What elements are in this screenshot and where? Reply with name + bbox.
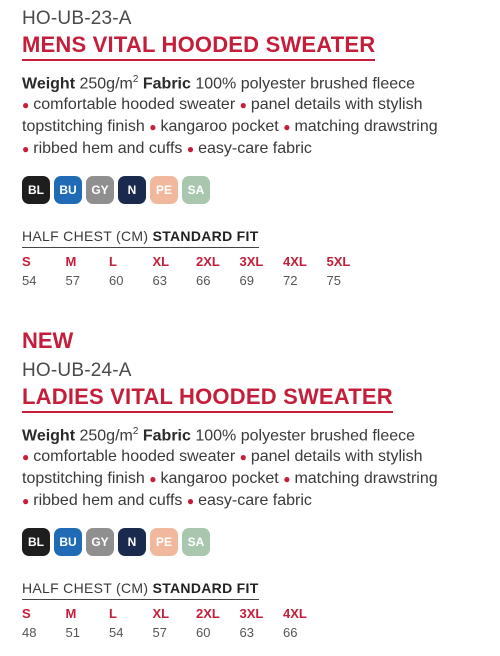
product-title: LADIES VITAL HOODED SWEATER (22, 384, 393, 413)
measurement-value: 66 (283, 625, 298, 641)
measurement-value: 63 (239, 625, 254, 641)
size-chart-header (22, 580, 259, 600)
colour-swatch-bu[interactable]: BU (54, 528, 82, 556)
weight-superscript: 2 (132, 74, 139, 85)
size-header-label: HALF CHEST (CM) (22, 580, 149, 597)
feature-item: kangaroo pocket (160, 470, 279, 488)
colour-swatch-bl[interactable]: BL (22, 176, 50, 204)
measurement-value: 51 (65, 625, 80, 641)
weight-value: 250g/m (79, 75, 133, 93)
bullet-icon: ● (239, 98, 247, 113)
bullet-icon: ● (239, 450, 247, 465)
size-label: XL (152, 254, 170, 270)
bullet-icon: ● (149, 472, 157, 487)
colour-swatch-gy[interactable]: GY (86, 176, 114, 204)
size-label: M (65, 254, 77, 270)
measurement-value: 75 (326, 273, 341, 289)
feature-item: matching drawstring (294, 118, 438, 136)
size-chart (22, 580, 492, 642)
colour-swatches (22, 176, 492, 204)
fit-label: STANDARD FIT (152, 580, 259, 597)
colour-swatch-bu[interactable]: BU (54, 176, 82, 204)
feature-item: panel details with stylish topstitching finish (22, 448, 423, 488)
feature-item: comfortable hooded sweater (33, 96, 236, 114)
measurement-value: 54 (109, 625, 124, 641)
feature-item: easy-care fabric (198, 140, 312, 158)
product-code: HO-UB-24-A (22, 360, 132, 381)
colour-swatch-pe[interactable]: PE (150, 176, 178, 204)
product-title: MENS VITAL HOODED SWEATER (22, 32, 375, 61)
product-section-mens (22, 8, 492, 290)
product-description (22, 421, 492, 512)
feature-item: matching drawstring (294, 470, 438, 488)
bullet-icon: ● (149, 120, 157, 135)
size-label: 4XL (283, 254, 307, 270)
weight-superscript: 2 (132, 426, 139, 437)
size-label: 3XL (239, 606, 264, 622)
colour-swatch-n[interactable]: N (118, 176, 146, 204)
size-label: XL (152, 606, 170, 622)
size-label: S (22, 254, 31, 270)
bullet-icon: ● (22, 142, 30, 157)
size-label: S (22, 606, 31, 622)
bullet-icon: ● (22, 98, 30, 113)
feature-item: comfortable hooded sweater (33, 448, 236, 466)
fabric-value: 100% polyester brushed fleece (195, 75, 416, 93)
feature-item: panel details with stylish topstitching finish (22, 96, 423, 136)
measurement-value: 63 (152, 273, 167, 289)
size-header-label: HALF CHEST (CM) (22, 228, 149, 245)
feature-item: ribbed hem and cuffs (33, 492, 183, 510)
weight-value: 250g/m (79, 427, 133, 445)
feature-item: easy-care fabric (198, 492, 312, 510)
colour-swatch-pe[interactable]: PE (150, 528, 178, 556)
measurement-value: 60 (109, 273, 124, 289)
bullet-icon: ● (186, 142, 195, 157)
product-description (22, 69, 492, 160)
size-label: 4XL (283, 606, 307, 622)
measurement-value: 69 (239, 273, 254, 289)
product-section-ladies (22, 328, 492, 642)
measurement-value: 66 (196, 273, 211, 289)
measurement-value: 60 (196, 625, 211, 641)
size-chart-header (22, 228, 259, 248)
measurement-value: 54 (22, 273, 37, 289)
colour-swatch-sa[interactable]: SA (182, 528, 210, 556)
product-code: HO-UB-23-A (22, 8, 132, 29)
colour-swatches (22, 528, 492, 556)
feature-item: ribbed hem and cuffs (33, 140, 183, 158)
colour-swatch-n[interactable]: N (118, 528, 146, 556)
colour-swatch-gy[interactable]: GY (86, 528, 114, 556)
size-label: 2XL (196, 254, 220, 270)
measurement-row (22, 623, 492, 642)
bullet-icon: ● (22, 450, 30, 465)
measurement-value: 48 (22, 625, 37, 641)
size-chart (22, 228, 492, 290)
fabric-label: Fabric (142, 427, 191, 445)
measurement-value: 57 (65, 273, 80, 289)
fabric-label: Fabric (142, 75, 191, 93)
size-label: L (109, 254, 117, 270)
fabric-value: 100% polyester brushed fleece (195, 427, 416, 445)
colour-swatch-bl[interactable]: BL (22, 528, 50, 556)
measurement-value: 57 (152, 625, 167, 641)
size-label: L (109, 606, 117, 622)
size-labels-row (22, 252, 492, 271)
bullet-icon: ● (283, 472, 291, 487)
new-badge: NEW (22, 328, 74, 353)
bullet-icon: ● (22, 494, 30, 509)
colour-swatch-sa[interactable]: SA (182, 176, 210, 204)
feature-item: kangaroo pocket (160, 118, 279, 136)
bullet-icon: ● (283, 120, 291, 135)
fit-label: STANDARD FIT (152, 228, 259, 245)
size-labels-row (22, 604, 492, 623)
size-label: 3XL (239, 254, 264, 270)
weight-label: Weight (22, 427, 76, 445)
bullet-icon: ● (186, 494, 195, 509)
weight-label: Weight (22, 75, 76, 93)
size-label: 2XL (196, 606, 220, 622)
measurement-row (22, 271, 492, 290)
measurement-value: 72 (283, 273, 298, 289)
size-label: M (65, 606, 77, 622)
size-label: 5XL (326, 254, 351, 270)
